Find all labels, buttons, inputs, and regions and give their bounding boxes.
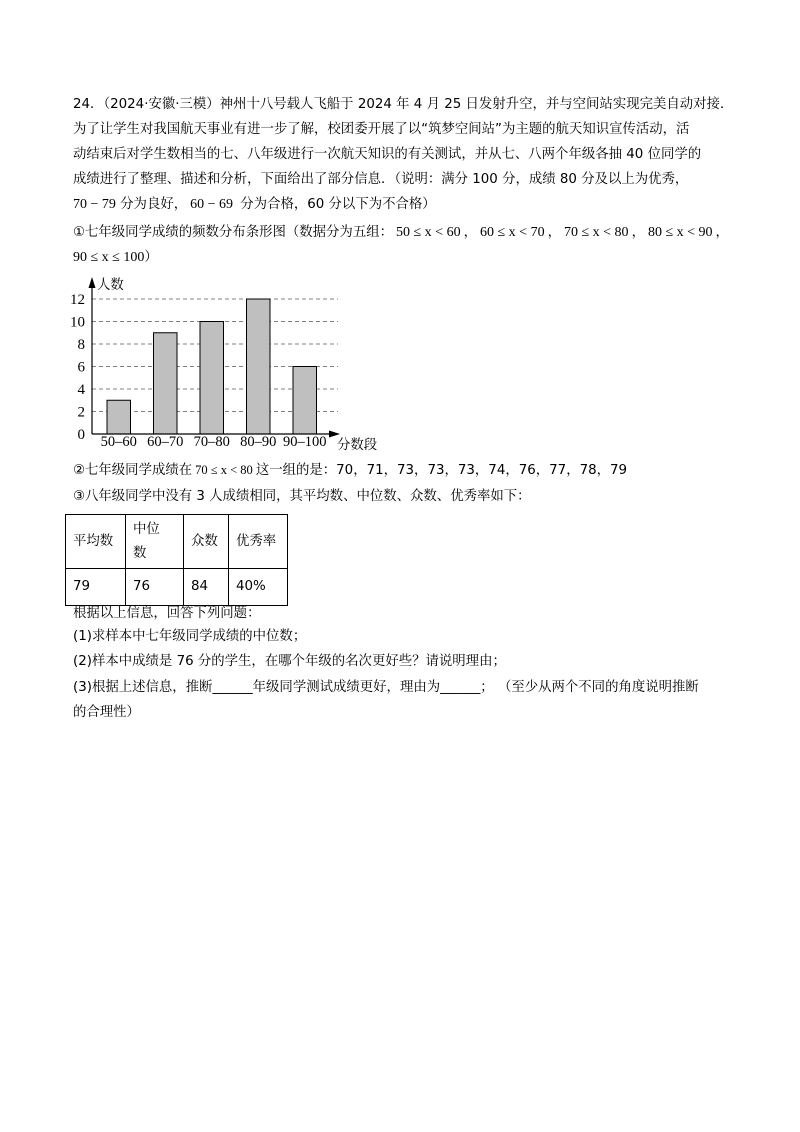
x-category-label: 70–80 [193,434,230,450]
question-2: (2)样本中成绩是 76 分的学生，在哪个年级的名次更好些？请说明理由； [73,654,506,669]
good-text: 分为良好， [115,197,188,212]
header-excellent-rate: 优秀率 [229,515,288,569]
y-tick-label: 8 [77,337,85,353]
info-2-lead: ②七年级同学成绩在 [73,463,193,478]
info-2-scores: 70，71，73，73，73，74，76，77，78，79 [336,463,628,478]
value-excellent-rate: 40% [229,569,288,606]
header-mean: 平均数 [66,515,126,569]
pass-text: 分为合格，60 分以下为不合格） [236,197,436,212]
answer-blank-grade[interactable]: ______ [212,680,253,695]
info-1-line-2 [73,249,158,267]
group-range-2: 60 ≤ x < 70 [479,225,545,240]
info-1-close: ） [144,250,158,265]
info-2-line [73,461,627,479]
x-category-label: 80–90 [240,434,277,450]
pass-range: 60 − 69 [190,197,234,212]
question-3 [73,679,699,697]
questions-lead: 根据以上信息，回答下列问题： [73,606,261,621]
header-median [126,515,184,569]
bar [247,299,271,434]
intro-line-3: 动结束后对学生数相当的七、八年级进行一次航天知识的有关测试，并从七、八两个年级各抽 40 位同学的 [73,147,702,162]
separator: ， [463,225,477,240]
y-tick-label: 10 [70,314,85,331]
stats-table [65,514,288,606]
question-1: (1)求样本中七年级同学成绩的中位数； [73,629,307,644]
y-axis-label: 人数 [97,278,124,293]
table-header-row [66,515,288,569]
y-tick-label: 6 [77,359,85,376]
intro-line-2: 为了让学生对我国航天事业有进一步了解，校团委开展了以“筑梦空间站”为主题的航天知识宣传活动，活 [73,122,690,137]
info-2-range: 70 ≤ x < 80 [195,463,253,477]
separator: ， [547,225,561,240]
group-range-4: 80 ≤ x < 90 [647,225,713,240]
value-median: 76 [126,569,184,606]
group-range-1: 50 ≤ x < 60 [396,225,461,240]
x-category-label: 60–70 [147,434,184,450]
intro-line-1: 24．（2024·安徽·三模）神州十八号载人飞船于 2024 年 4 月 25 日发射升空，并与空间站实现完美自动对接． [73,97,734,112]
value-mean: 79 [66,569,126,606]
bar [293,367,317,435]
x-category-label: 90–100 [283,434,327,450]
y-tick-label: 12 [70,292,85,308]
q3-part-2: 年级同学测试成绩更好，理由为 [252,680,441,695]
info-2-tail-label: 这一组的是： [255,463,337,478]
q3-part-3: ； （至少从两个不同的角度说明推断 [480,680,699,695]
header-median-text: 中位数 [133,521,160,561]
group-range-5: 90 ≤ x ≤ 100 [73,250,145,265]
y-tick-label: 2 [77,404,85,421]
separator: ， [631,225,645,240]
table-row [66,569,288,606]
x-category-label: 50–60 [100,434,137,450]
frequency-bar-chart [0,268,400,458]
x-axis-arrow [329,431,340,438]
y-axis-arrow [89,277,96,288]
intro-line-5 [73,196,436,214]
y-tick-label: 4 [77,382,85,398]
separator: ， [715,225,729,240]
answer-blank-reason[interactable]: ______ [440,680,481,695]
bar [200,322,224,435]
info-1-line [73,224,729,242]
intro-line-4: 成绩进行了整理、描述和分析，下面给出了部分信息．（说明：满分 100 分，成绩 80 分及以上为优秀， [73,172,689,187]
info-3-line: ③八年级同学中没有 3 人成绩相同，其平均数、中位数、众数、优秀率如下： [73,489,531,504]
value-mode: 84 [184,569,229,606]
bar [154,333,178,434]
group-range-3: 70 ≤ x < 80 [563,225,629,240]
q3-part-1: (3)根据上述信息，推断 [73,680,213,695]
y-tick-label: 0 [77,427,85,443]
x-axis-label: 分数段 [337,438,378,453]
good-range: 70 − 79 [73,197,116,212]
bar [107,400,131,434]
header-mode: 众数 [184,515,229,569]
question-3-line-2: 的合理性） [73,705,140,720]
info-1-lead: ①七年级同学成绩的频数分布条形图（数据分为五组： [73,225,393,240]
